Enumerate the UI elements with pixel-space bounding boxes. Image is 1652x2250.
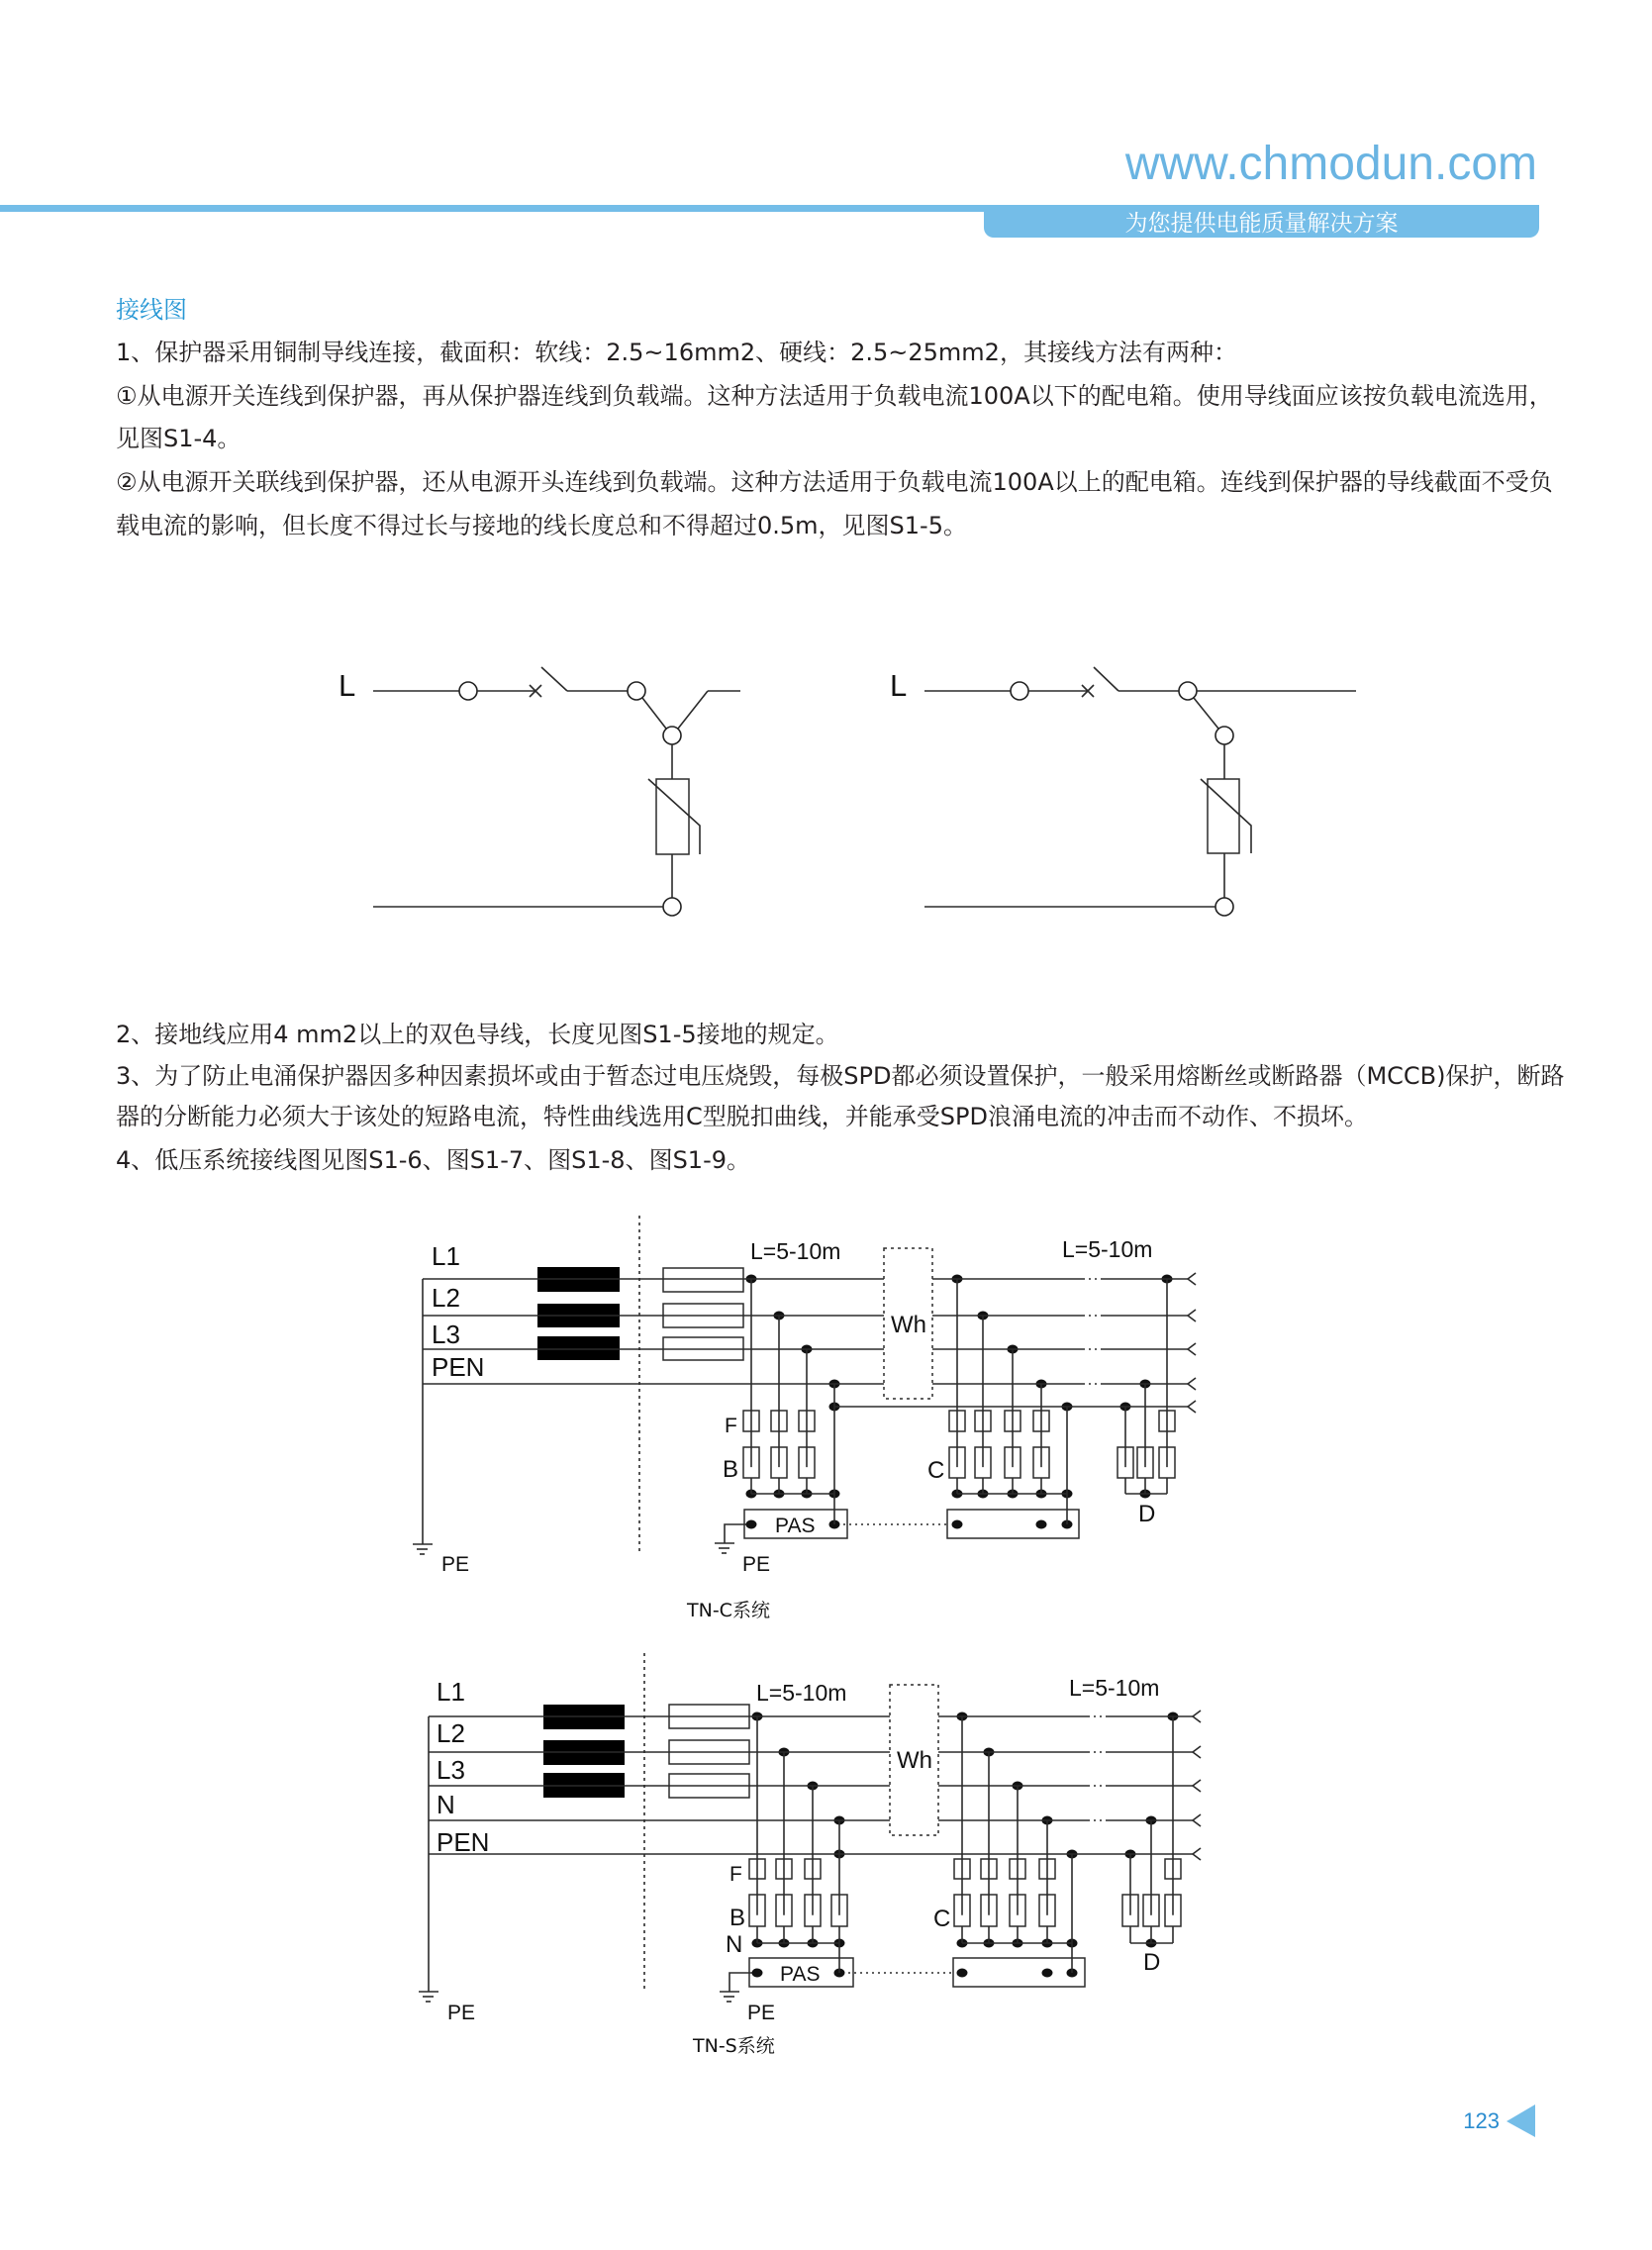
fuse-label: F — [725, 1415, 737, 1437]
spd-class-label: C — [927, 1457, 945, 1484]
earth-terminal-icon — [1215, 898, 1233, 916]
current-transformer-block — [537, 1336, 620, 1360]
switch-blade-icon — [541, 667, 567, 691]
paragraph-line: 载电流的影响，但长度不得过长与接地的线长度总和不得超过0.5m，见图S1-5。 — [116, 512, 967, 539]
wiring-diagram-s1-5 — [890, 667, 1356, 916]
fuse-label: F — [729, 1863, 742, 1886]
paragraph-line: 2、接地线应用4 mm2以上的双色导线，长度见图S1-5接地的规定。 — [116, 1021, 839, 1048]
outgoing-terminal-icon — [1193, 1746, 1201, 1758]
load-lead-wire — [678, 691, 708, 729]
ground-icon — [419, 1992, 438, 2002]
page-arrow-icon — [1506, 2104, 1535, 2137]
spd-class-label: B — [729, 1905, 746, 1931]
section-heading: 接线图 — [116, 296, 187, 324]
spd-terminal-icon — [663, 727, 681, 744]
conductor-label: L3 — [437, 1755, 465, 1785]
meter-label: Wh — [897, 1747, 932, 1774]
spd-class-label: D — [1138, 1501, 1156, 1527]
outgoing-terminal-icon — [1188, 1343, 1196, 1355]
cable-length-label: L=5-10m — [1069, 1675, 1160, 1701]
bar-label: PAS — [780, 1963, 821, 1986]
spd-class-label: D — [1143, 1949, 1161, 1976]
outgoing-terminal-icon — [1188, 1378, 1196, 1390]
tagline: 为您提供电能质量解决方案 — [1124, 211, 1399, 237]
terminal-icon — [628, 682, 645, 700]
diagram-caption: TN-C系统 — [687, 1600, 770, 1621]
spd-class-label: C — [933, 1906, 951, 1932]
spd-lead-wire — [1194, 698, 1218, 729]
neutral-bus-label: N — [726, 1931, 743, 1958]
outgoing-terminal-icon — [1188, 1273, 1196, 1285]
conductor-label: L1 — [437, 1677, 465, 1707]
paragraph-line: ②从电源开关联线到保护器，还从电源开头连线到负载端。这种方法适用于负载电流100A以上的配电箱。连线到保护器的导线截面不受负 — [116, 468, 1553, 496]
ground-icon — [413, 1544, 433, 1554]
website-url: www.chmodun.com — [1124, 138, 1537, 190]
outgoing-terminal-icon — [1193, 1814, 1201, 1826]
line-label: L — [339, 668, 356, 703]
junction-dot — [1042, 1969, 1053, 1978]
earth-terminal-icon — [663, 898, 681, 916]
main-fuse-icon — [663, 1268, 743, 1292]
spd-terminal-icon — [1215, 727, 1233, 744]
conductor-label: L2 — [437, 1718, 465, 1748]
junction-dot — [957, 1969, 968, 1978]
outgoing-terminal-icon — [1193, 1780, 1201, 1792]
junction-dot — [746, 1520, 757, 1529]
conductor-label: PEN — [432, 1352, 485, 1382]
paragraph-line: 4、低压系统接线图见图S1-6、图S1-7、图S1-8、图S1-9。 — [116, 1146, 751, 1174]
cable-length-label: L=5-10m — [750, 1238, 841, 1264]
outgoing-terminal-icon — [1193, 1711, 1201, 1722]
paragraph-line: 3、为了防止电涌保护器因多种因素损坏或由于暂态过电压烧毁，每极SPD都必须设置保护，一般采用熔断丝或断路器（MCCB)保护，断路 — [116, 1062, 1565, 1090]
conductor-label: L1 — [432, 1241, 460, 1271]
paragraph-line: 1、保护器采用铜制导线连接，截面积：软线：2.5~16mm2、硬线：2.5~25mm2，其接线方法有两种： — [116, 339, 1237, 366]
bar-label: PAS — [775, 1515, 816, 1537]
terminal-icon — [1011, 682, 1028, 700]
switch-blade-icon — [1094, 667, 1118, 691]
diagram-caption: TN-S系统 — [693, 2035, 775, 2057]
outgoing-terminal-icon — [1193, 1848, 1201, 1860]
ground-icon — [720, 1992, 739, 2002]
earth-label: PE — [447, 2002, 476, 2024]
conductor-label: PEN — [437, 1827, 490, 1857]
earth-label: PE — [441, 1553, 470, 1576]
page-number: 123 — [1463, 2108, 1500, 2133]
spd-lead-wire — [642, 698, 666, 729]
outgoing-terminal-icon — [1188, 1310, 1196, 1321]
outgoing-terminal-icon — [1188, 1401, 1196, 1413]
earth-label: PE — [747, 2002, 776, 2024]
tn-s-system-diagram — [419, 1653, 1201, 2057]
junction-dot — [952, 1520, 963, 1529]
wiring-diagram-s1-4 — [339, 667, 740, 916]
conductor-label: L2 — [432, 1283, 460, 1313]
meter-label: Wh — [891, 1312, 926, 1338]
paragraph-line: ①从电源开关连线到保护器，再从保护器连线到负载端。这种方法适用于负载电流100A以下的配电箱。使用导线面应该按负载电流选用， — [116, 382, 1553, 410]
earth-label: PE — [742, 1553, 771, 1576]
ground-icon — [715, 1543, 734, 1553]
cable-length-label: L=5-10m — [756, 1680, 847, 1706]
sub-bar-box — [953, 1958, 1085, 1987]
line-label: L — [890, 668, 908, 703]
tn-c-system-diagram — [413, 1216, 1196, 1621]
conductor-label: N — [437, 1790, 455, 1819]
paragraph-line: 见图S1-4。 — [116, 425, 242, 452]
spd-class-label: B — [723, 1456, 739, 1483]
junction-dot — [752, 1969, 763, 1978]
terminal-icon — [1179, 682, 1197, 700]
sub-bar-box — [947, 1510, 1079, 1538]
cable-length-label: L=5-10m — [1062, 1236, 1153, 1262]
terminal-icon — [459, 682, 477, 700]
junction-dot — [1036, 1520, 1047, 1529]
conductor-label: L3 — [432, 1320, 460, 1349]
paragraph-line: 器的分断能力必须大于该处的短路电流，特性曲线选用C型脱扣曲线，并能承受SPD浪涌电流的冲击而不动作、不损坏。 — [116, 1103, 1368, 1130]
